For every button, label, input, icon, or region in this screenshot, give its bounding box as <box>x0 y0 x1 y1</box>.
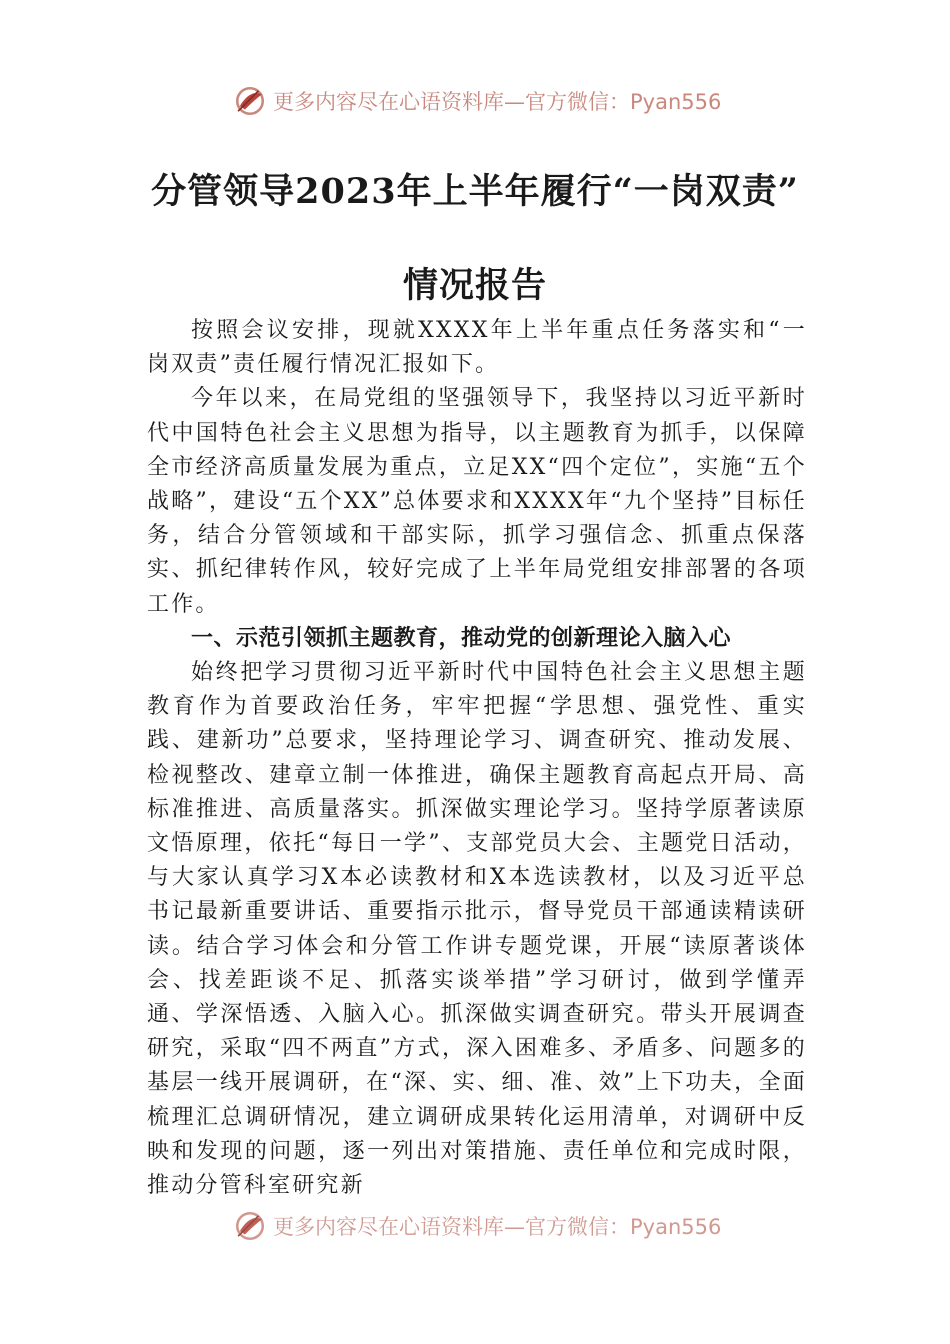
logo-icon <box>233 1209 267 1243</box>
watermark-text: 更多内容尽在心语资料库—官方微信：Pyan556 <box>273 1215 722 1239</box>
section-heading-1: 一、示范引领抓主题教育，推动党的创新理论入脑入心 <box>191 625 732 651</box>
paragraph-section-1: 始终把学习贯彻习近平新时代中国特色社会主义思想主题教育作为首要政治任务，牢牢把握“学思想、强党性、重实践、建新功”总要求，坚持理论学习、调查研究、推动发展、检视整改、建章立制一体推进，确保主题教育高起点开局、高标准推进、高质量落实。抓深做实理论学习。坚持学原著读原文悟原理，依托“每日一学”、支部党员大会、主题党日活动，与大家认真学习X本必读教材和X本选读教材，以及习近平总书记最新重要讲话、重要指示批示，督导党员干部通读精读研读。结合学习体会和分管工作讲专题党课，开展“读原著谈体会、找差距谈不足、抓落实谈举措”学习研讨，做到学懂弄通、学深悟透、入脑入心。抓深做实调查研究。带头开展调查研究，采取“四不两直”方式，深入困难多、矛盾多、问题多的基层一线开展调研，在“深、实、细、准、效”上下功夫，全面梳理汇总调研情况，建立调研成果转化运用清单，对调研中反映和发现的问题，逐一列出对策措施、责任单位和完成时限，推动分管科室研究新 <box>147 660 807 1199</box>
paragraph-intro: 按照会议安排，现就XXXX年上半年重点任务落实和“一岗双责”责任履行情况汇报如下。 <box>147 318 807 378</box>
paragraph-overview: 今年以来，在局党组的坚强领导下，我坚持以习近平新时代中国特色社会主义思想为指导，以主题教育为抓手，以保障全市经济高质量发展为重点，立足XX“四个定位”，实施“五个战略”，建设“五个XX”总体要求和XXXX年“九个坚持”目标任务，结合分管领域和干部实际，抓学习强信念、抓重点保落实、抓纪律转作风，较好完成了上半年局党组安排部署的各项工作。 <box>147 386 807 617</box>
page-title-line1: 分管领导2023年上半年履行“一岗双责” <box>151 171 799 212</box>
logo-icon <box>233 84 267 118</box>
watermark-header <box>233 84 721 118</box>
page-title-line2: 情况报告 <box>402 265 547 306</box>
document-body <box>147 314 807 1203</box>
watermark-footer <box>233 1209 721 1243</box>
watermark-text: 更多内容尽在心语资料库—官方微信：Pyan556 <box>273 90 722 114</box>
